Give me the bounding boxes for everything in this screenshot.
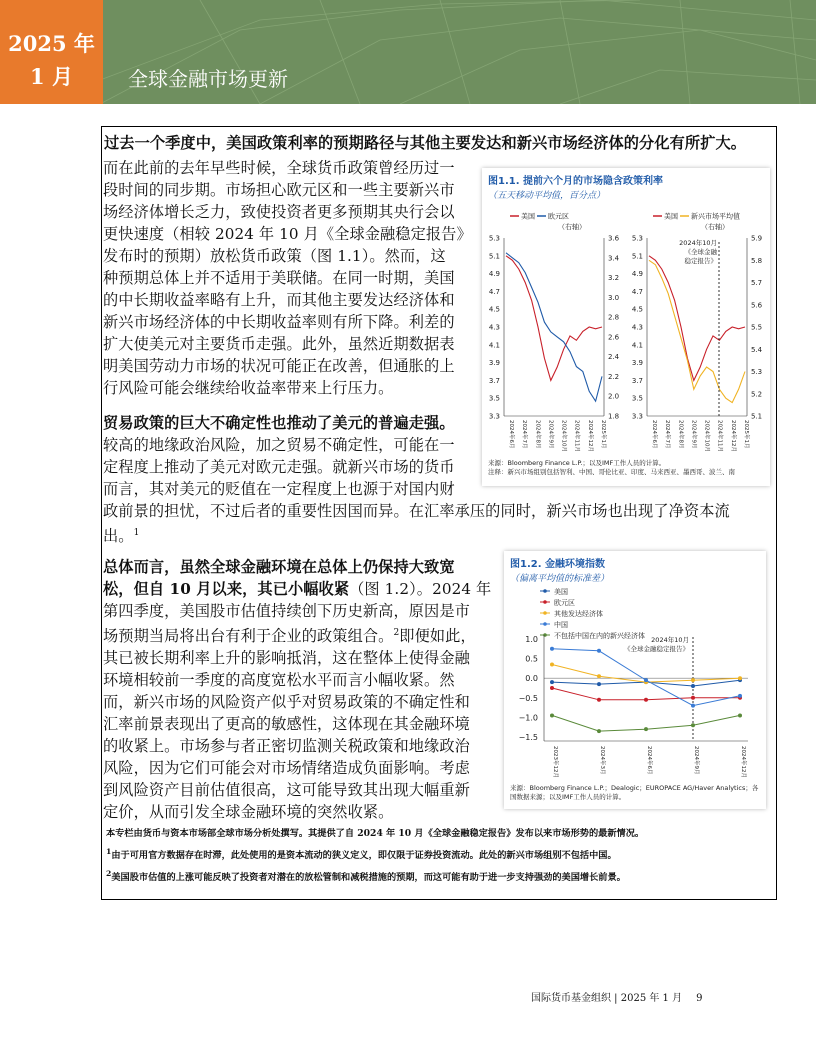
- y-tick-label: 4.9: [631, 270, 643, 279]
- text-line: 新兴市场经济体的中长期收益率则有所下降。利差的: [103, 313, 455, 331]
- data-point: [644, 727, 648, 731]
- y-tick-label: 4.1: [488, 341, 500, 350]
- para2-lead: 贸易政策的巨大不确定性也推动了美元的普遍走强。: [103, 414, 455, 432]
- para3-lead-line: 总体而言，虽然全球金融环境在总体上仍保持大致宽: [103, 558, 455, 576]
- figure-1-1-chart: [482, 168, 770, 486]
- data-point: [691, 723, 695, 727]
- legend-label: 美国: [521, 212, 535, 221]
- y-tick-label: 3.3: [631, 412, 643, 421]
- y-tick-label: −0.5: [518, 693, 538, 703]
- annotation-label: 2024年10月: [651, 636, 689, 644]
- page-number: 9: [696, 993, 703, 1004]
- data-point: [550, 662, 554, 666]
- figure-title: 图1.1. 提前六个月的市场隐含政策利率: [488, 176, 663, 187]
- data-point: [597, 729, 601, 733]
- text-line: 场经济体增长乏力，致使投资者更多预期其央行会以: [103, 203, 455, 221]
- data-point: [550, 686, 554, 690]
- y-tick-label: 4.5: [631, 305, 643, 314]
- data-point: [550, 713, 554, 717]
- text-line: 较高的地缘政治风险，加之贸易不确定性，可能在一: [103, 436, 455, 454]
- x-tick-label: 2025年1月: [600, 420, 606, 449]
- text-line: 定程度上推动了美元对欧元走强。就新兴市场的货币: [103, 458, 455, 476]
- data-point: [597, 674, 601, 678]
- figure-source-line: 来源：Bloomberg Finance L.P.；Dealogic；EUROPACE AG/Haver Analytics；各: [510, 784, 759, 792]
- data-point: [644, 698, 648, 702]
- y-tick-label: 5.7: [751, 279, 763, 287]
- data-point: [597, 649, 601, 653]
- y-tick-label: 5.9: [751, 234, 763, 243]
- y-tick-label: 5.5: [751, 323, 763, 332]
- para1-body: [103, 157, 476, 399]
- annotation-label: 《全球金融: [684, 248, 717, 256]
- y-tick-label: 2.6: [608, 333, 620, 342]
- note-author: 本专栏由货币与资本市场部全球市场分析处撰写。其提供了自 2024 年 10 月《全球金融稳定报告》发布以来市场形势的最新情况。: [106, 828, 645, 839]
- text-line: 明美国劳动力市场的状况可能正在改善，但通胀的上: [103, 357, 455, 375]
- text-line: 定价，从而引发全球金融环境的突然收紧。: [103, 803, 394, 822]
- text-line: 风险，因为它们可能会对市场情绪造成负面影响。考虑: [103, 759, 470, 778]
- y-tick-label: 2.4: [608, 353, 620, 362]
- x-tick-label: 2024年6月: [508, 420, 514, 449]
- footnote-text: 由于可用官方数据存在时滞，此处使用的是资本流动的狭义定义，即仅限于证券投资流动。此处的新兴市场组别不包括中国。: [111, 850, 617, 862]
- x-tick-label: 2024年9月: [547, 420, 554, 449]
- y-tick-label: 5.6: [751, 301, 763, 310]
- text-line: 扩大使美元对主要货币走强。此外，虽然近期数据表: [103, 335, 455, 353]
- header-pattern: [0, 0, 816, 104]
- page-footer: [531, 989, 702, 1004]
- y-tick-label: 2.0: [608, 392, 620, 401]
- text-line: 其已被长期利率上升的影响抵消，这在整体上使得金融: [103, 649, 470, 668]
- footnote-ref: 1: [133, 528, 140, 538]
- text-line: 而，新兴市场的风险资产似乎对贸易政策的不确定性和: [103, 693, 470, 712]
- figure-source: [510, 784, 758, 802]
- data-point: [550, 647, 554, 651]
- data-point: [691, 678, 695, 682]
- text-line: 发布时的预期）放松货币政策（图 1.1）。然而，这: [103, 247, 446, 265]
- box-notes: [106, 827, 774, 884]
- y-tick-label: 4.3: [631, 323, 643, 332]
- footnote-mark: 1: [106, 847, 112, 856]
- figure-subtitle: （偏离平均值的标准差）: [510, 574, 610, 584]
- x-tick-label: 2024年7月: [521, 420, 528, 449]
- y-tick-label: −1.5: [518, 733, 538, 742]
- legend-marker: [543, 600, 547, 604]
- x-tick-label: 2024年11月: [716, 420, 723, 452]
- y-tick-label: 5.8: [751, 256, 763, 265]
- text-line: 而言，其对美元的贬值在一定程度上也源于对国内财: [103, 480, 455, 498]
- text-line-tail: 即便如此，: [399, 627, 476, 646]
- text-line: 汇率前景表现出了更高的敏感性，这体现在其金融环境: [103, 715, 470, 734]
- y-tick-label: −1.0: [518, 713, 538, 723]
- footnote-2: [106, 867, 774, 884]
- figure-source-line: 国数据来源；以及IMF工作人员的计算。: [510, 793, 626, 801]
- y-tick-label: 3.7: [631, 376, 643, 385]
- legend-marker: [543, 611, 547, 615]
- footnote-mark: 2: [106, 869, 112, 879]
- legend-marker: [543, 589, 547, 593]
- y-tick-label: 3.2: [608, 274, 620, 283]
- page-header: [0, 0, 816, 104]
- data-point: [644, 678, 648, 682]
- series-line-美国: [649, 256, 745, 381]
- x-tick-label: 2024年12月: [586, 420, 593, 452]
- issue-year: 2025 年: [8, 31, 95, 56]
- y-tick-label: 4.7: [631, 287, 643, 296]
- text-line: 的收紧上。市场参与者正密切监测关税政策和地缘政治: [103, 737, 470, 756]
- x-tick-label: 2024年7月: [664, 420, 671, 449]
- para3-lead-line: 松，但自 10 月以来，其已小幅收紧: [103, 580, 350, 598]
- data-point: [738, 713, 742, 717]
- data-point: [738, 694, 742, 698]
- data-point: [597, 682, 601, 686]
- figure-title: 图1.2. 金融环境指数: [510, 559, 605, 570]
- legend-label: 欧元区: [554, 599, 575, 607]
- text-line-start: 场预期当局将出台有利于企业的政策组合。: [103, 627, 394, 646]
- figure-1-2-chart: [504, 551, 766, 809]
- y-tick-label: 3.7: [488, 376, 500, 385]
- y-tick-label: 5.1: [631, 252, 643, 261]
- y-tick-label: 4.9: [488, 270, 500, 279]
- data-point: [738, 676, 742, 680]
- y-tick-label: 3.0: [608, 293, 620, 302]
- y-tick-label: 5.1: [488, 252, 500, 261]
- y-tick-label: 1.8: [608, 412, 620, 421]
- y-tick-label: 5.2: [751, 390, 763, 399]
- legend-label: 美国: [554, 588, 568, 596]
- x-tick-label: 2024年8月: [534, 420, 541, 449]
- y-tick-label: 3.5: [631, 394, 643, 403]
- y-tick-label: 2.8: [608, 313, 620, 322]
- data-point: [691, 684, 695, 688]
- y-tick-label: 4.1: [631, 341, 643, 350]
- x-tick-label: 2024年6月: [651, 420, 657, 449]
- legend-marker: [543, 622, 547, 626]
- text-line: 段时间的同步期。市场担心欧元区和一些主要新兴市: [103, 181, 455, 199]
- series-line-欧元区: [506, 253, 602, 401]
- data-point: [691, 696, 695, 700]
- x-tick-label: 2024年3月: [599, 746, 605, 775]
- data-point: [691, 704, 695, 708]
- legend-label: 美国: [664, 212, 678, 221]
- x-tick-label: 2025年1月: [743, 420, 749, 449]
- y-tick-label: 4.3: [488, 323, 500, 332]
- text-line: 环境相较前一季度的高度宽松水平而言小幅收紧。然: [103, 671, 455, 690]
- x-tick-label: 2024年12月: [729, 420, 736, 452]
- y-tick-label: 5.1: [751, 412, 763, 421]
- right-axis-label: （右轴）: [558, 223, 586, 231]
- series-line-中国: [552, 649, 740, 706]
- text-line: 第四季度，美国股市估值持续创下历史新高，原因是市: [103, 602, 470, 620]
- y-tick-label: 0.5: [525, 654, 538, 664]
- text-line: 到风险资产目前估值很高，这可能导致其出现大幅重新: [103, 781, 470, 800]
- text-line: 更快速度（相较 2024 年 10 月《全球金融稳定报告》: [103, 225, 472, 243]
- x-tick-label: 2024年9月: [693, 746, 699, 775]
- data-point: [550, 680, 554, 684]
- y-tick-label: 3.9: [488, 359, 500, 368]
- x-tick-label: 2024年10月: [703, 420, 710, 452]
- figure-source: [488, 459, 735, 477]
- y-tick-label: 3.5: [488, 394, 500, 403]
- y-tick-label: 3.3: [488, 412, 500, 421]
- y-tick-label: 3.4: [608, 254, 620, 263]
- y-tick-label: 2.2: [608, 372, 620, 381]
- text-line: 种预期总体上并不适用于美联储。在同一时期，美国: [103, 269, 455, 287]
- y-tick-label: 3.6: [608, 234, 620, 243]
- series-line-新兴市场平均值: [649, 260, 745, 402]
- legend-label: 不包括中国在内的新兴经济体: [554, 632, 645, 640]
- para3-lead-rest: （图 1.2）。2024 年: [349, 580, 492, 598]
- x-tick-label: 2024年11月: [573, 420, 580, 452]
- y-tick-label: 0.0: [525, 674, 538, 684]
- x-tick-label: 2023年12月: [552, 746, 558, 778]
- figure-1-2: [504, 551, 766, 809]
- text-line: 而在此前的去年早些时候，全球货币政策曾经历过一: [103, 159, 455, 177]
- data-point: [597, 698, 601, 702]
- legend-label: 其他发达经济体: [554, 610, 603, 618]
- figure-source-line: 来源：Bloomberg Finance L.P.；以及IMF工作人员的计算。: [488, 459, 666, 467]
- text-line: 政前景的担忧，不过后者的重要性因国而异。在汇率承压的同时，新兴市场也出现了净资本流: [103, 502, 730, 520]
- footnote-text: 美国股市估值的上涨可能反映了投资者对潜在的放松管制和减税措施的预期，而这可能有助于进一步支持强劲的美国增长前景。: [111, 872, 626, 884]
- text-line: 行风险可能会继续给收益率带来上行压力。: [103, 379, 394, 397]
- footnote-1: [106, 845, 774, 862]
- issue-date-box: [0, 0, 103, 104]
- y-tick-label: 5.3: [488, 234, 500, 243]
- y-tick-label: 1.0: [525, 635, 538, 644]
- legend-label: 中国: [554, 621, 568, 629]
- y-tick-label: 5.4: [751, 345, 763, 354]
- text-line: [103, 522, 776, 547]
- footer-text: 国际货币基金组织 | 2025 年 1 月: [531, 993, 683, 1004]
- series-line-美国: [506, 256, 602, 381]
- para3-body: [103, 556, 498, 823]
- x-tick-label: 2024年9月: [690, 420, 697, 449]
- figure-1-1: [482, 168, 770, 486]
- y-tick-label: 4.5: [488, 305, 500, 314]
- x-tick-label: 2024年12月: [740, 746, 746, 778]
- footnote-ref: 2: [393, 628, 400, 638]
- page-title: 全球金融市场更新: [128, 67, 288, 91]
- issue-month: 1 月: [30, 64, 73, 89]
- text-line: 的中长期收益率略有上升，而其他主要发达经济体和: [103, 291, 455, 309]
- y-tick-label: 3.9: [631, 359, 643, 368]
- y-tick-label: 5.3: [631, 234, 643, 243]
- annotation-label: 稳定报告》: [684, 257, 717, 265]
- text-line-end: 出。: [103, 527, 134, 546]
- legend-label: 新兴市场平均值: [691, 212, 740, 221]
- x-tick-label: 2024年8月: [677, 420, 684, 449]
- x-tick-label: 2024年6月: [646, 746, 652, 775]
- x-tick-label: 2024年10月: [560, 420, 567, 452]
- y-tick-label: 5.3: [751, 368, 763, 376]
- annotation-label: 《全球金融稳定报告》: [624, 645, 689, 653]
- text-line: [103, 622, 498, 647]
- para1-lead: 过去一个季度中，美国政策利率的预期路径与其他主要发达和新兴市场经济体的分化有所扩大。: [104, 134, 747, 152]
- annotation-label: 2024年10月: [679, 239, 717, 247]
- right-axis-label: （右轴）: [701, 223, 729, 231]
- figure-subtitle: （五天移动平均值，百分点）: [488, 191, 606, 201]
- figure-note-line: 注释：新兴市场组别包括智利、中国、哥伦比亚、印度、马来西亚、墨西哥、波兰、南: [488, 468, 735, 476]
- y-tick-label: 4.7: [488, 287, 500, 296]
- legend-label: 欧元区: [548, 212, 569, 221]
